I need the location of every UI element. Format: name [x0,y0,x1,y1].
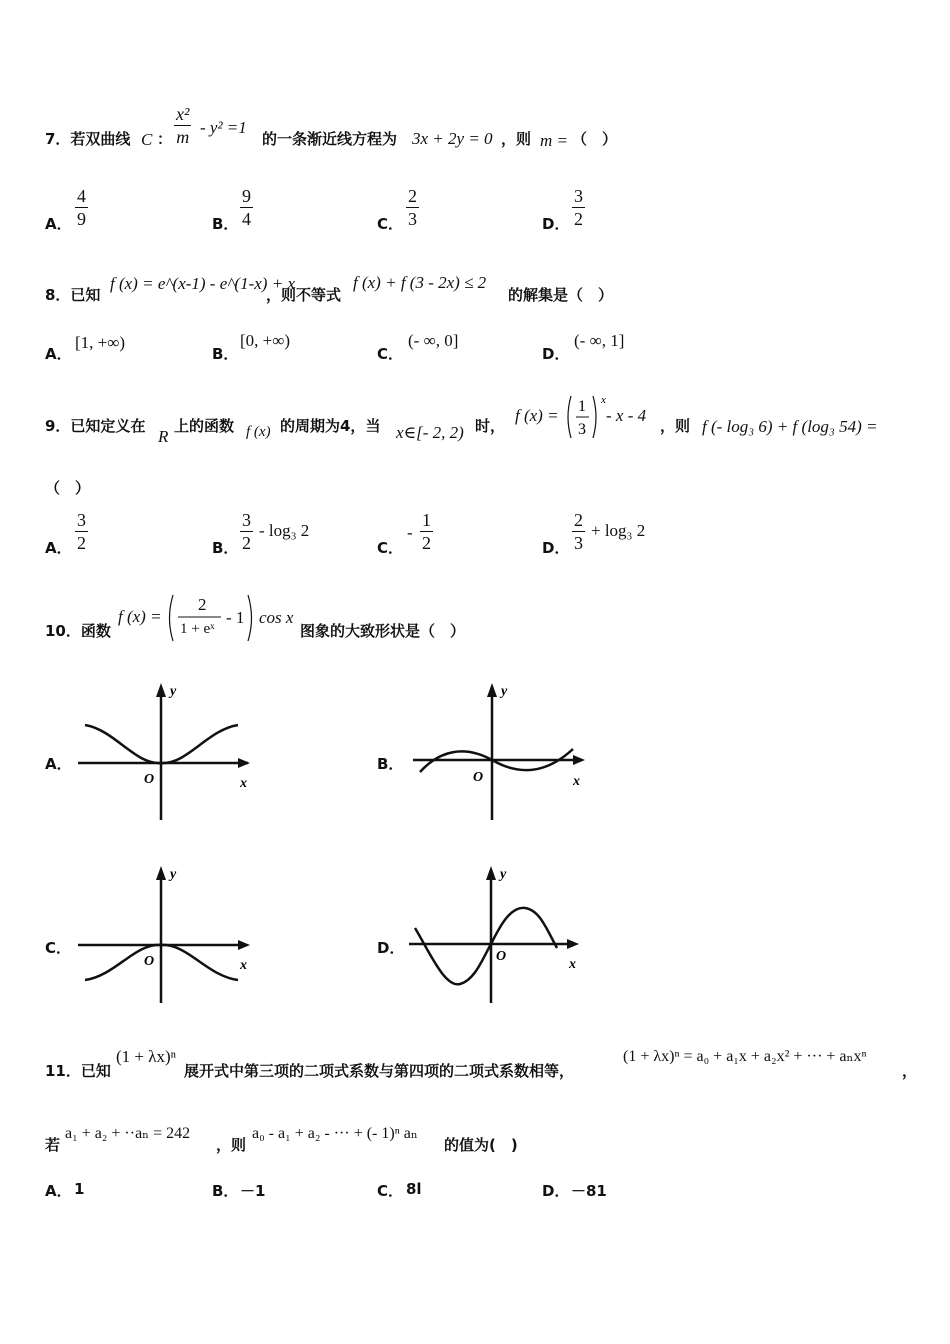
q7-option-a: $\frac{4}{9}$ [77,186,86,229]
q7-option-b-label: B． [212,215,239,233]
svg-text:O: O [144,772,155,787]
graph-d-label: D． [377,939,405,957]
q9-option-b-label: B． [212,539,239,557]
q8-inequality: f (x) + f (3 - 2x) ≤ 2 [353,273,487,292]
q9-option-d: $\frac{2}{3}$ [574,510,583,553]
q10-stem: 10．函数 [45,622,111,640]
q7-curve-name: C [141,130,153,149]
q11-option-d: －81 [571,1182,607,1200]
q9-domain: x∈[- 2, 2) [396,423,464,442]
q7-option-b: $\frac{9}{4}$ [242,186,251,229]
q9-fdef: f (x) = [515,406,559,425]
q9-option-a: $\frac{3}{2}$ [77,510,86,553]
q11-stem: 11．已知 [45,1062,111,1080]
q11-option-a: 1 [74,1180,85,1198]
graph-b-label: B． [377,755,404,773]
q11-expansion: (1 + λx)ⁿ = a₀ + a₁x + a₂x² + ··· + aₙxⁿ [623,1048,867,1065]
q8-option-d-label: D． [542,345,570,363]
q11-option-c: 8l [406,1180,422,1198]
q7-asymptote: 3x + 2y = 0 [412,129,493,148]
q7-option-c: $\frac{2}{3}$ [408,186,417,229]
q7-equation-rest: - y² =1 [200,118,247,137]
svg-text:x: x [601,394,606,406]
q9-option-c: $\frac{1}{2}$ [422,510,431,553]
q9-option-d-label: D． [542,539,570,557]
q11-option-b: －1 [240,1182,266,1200]
svg-text:3: 3 [578,421,586,438]
svg-text:x: x [240,958,247,973]
q11-option-c-label: C． [377,1182,404,1200]
q9-option-c-label: C． [377,539,404,557]
graph-c-label: C． [45,939,72,957]
graph-a [70,675,260,825]
q10-cos: cos x [259,608,294,627]
q8-option-a-label: A． [45,345,72,363]
q8-option-c-label: C． [377,345,404,363]
graph-c [70,858,260,1008]
svg-text:y: y [170,867,177,882]
svg-text:y: y [500,867,507,882]
svg-text:O: O [144,954,155,969]
svg-text:O: O [496,949,507,964]
q11-binomial: (1 + λx)ⁿ [116,1047,177,1066]
svg-text:y: y [170,684,177,699]
q11-option-b-label: B． [212,1182,239,1200]
q8-function: f (x) = e^(x-1) - e^(1-x) + x [110,274,295,293]
q9-stem: 9．已知定义在 [45,417,146,435]
svg-text:x: x [569,957,576,972]
q8-option-d: (- ∞, 1] [574,331,625,350]
graph-b [405,675,595,825]
svg-text:O: O [473,770,484,785]
q7-m: m = [540,131,568,150]
svg-text:1: 1 [578,398,586,415]
q7-option-a-label: A． [45,215,72,233]
q9-expression: f (- log₃ 6) + f (log₃ 54) = [702,417,878,436]
q7-stem: 7．若双曲线 [45,130,131,148]
q10-frac-den: 1 + eˣ [180,621,215,637]
q7-option-c-label: C． [377,215,404,233]
q11-sum: a₁ + a₂ + ··aₙ = 242 [65,1125,191,1142]
svg-text:x: x [573,774,580,789]
q8-stem: 8．已知 [45,286,101,304]
q11-alternating: a₀ - a₁ + a₂ - ··· + (- 1)ⁿ aₙ [252,1125,418,1142]
svg-text:y: y [501,684,508,699]
q8-option-c: (- ∞, 0] [408,331,459,350]
q8-option-b-label: B． [212,345,239,363]
q7-fraction: $\frac{\text{x²}}{m}$ [176,104,190,147]
q10-frac-num: 2 [198,595,207,614]
q11-option-a-label: A． [45,1182,72,1200]
q7-option-d-label: D． [542,215,570,233]
q7-option-d: $\frac{3}{2}$ [574,186,583,229]
graph-a-label: A． [45,755,72,773]
q11-option-d-label: D． [542,1182,570,1200]
q8-option-a: [1, +∞) [75,333,126,352]
q9-option-a-label: A． [45,539,72,557]
q9-option-b: $\frac{3}{2}$ [242,510,251,553]
svg-text:x: x [240,776,247,791]
q8-option-b: [0, +∞) [240,331,291,350]
graph-d [405,858,595,1008]
